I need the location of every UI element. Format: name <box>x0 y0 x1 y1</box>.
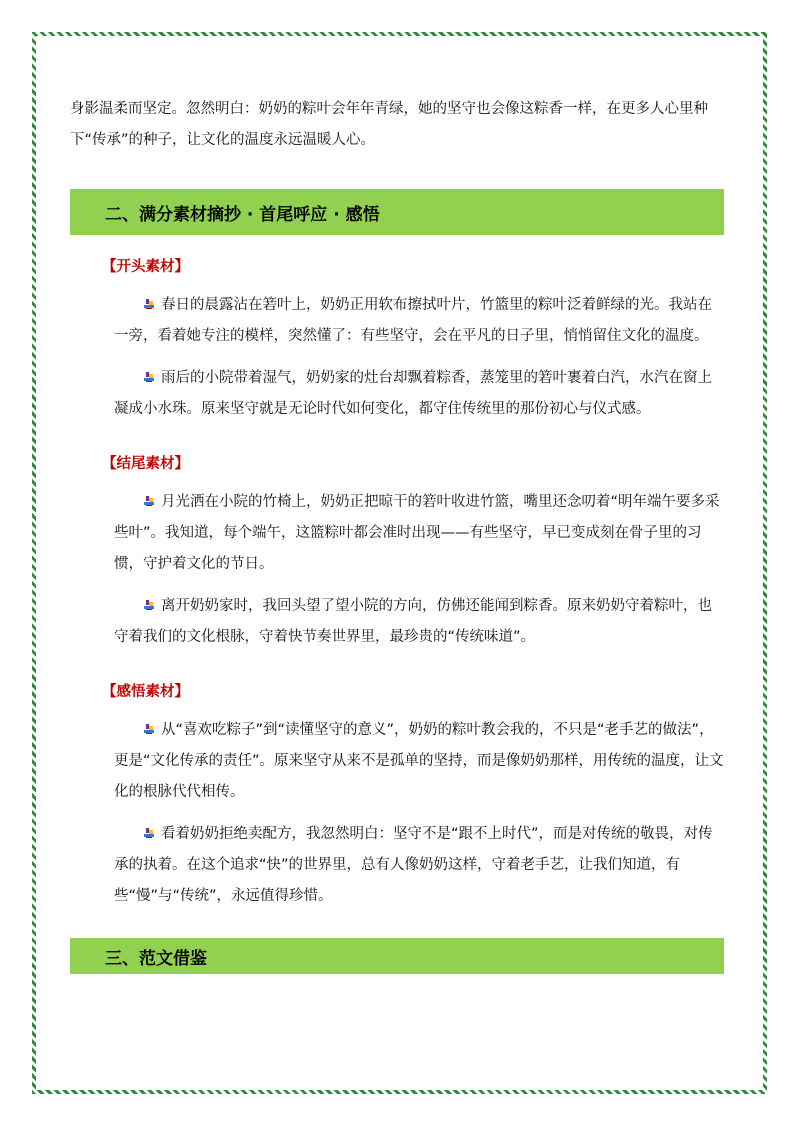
material-item <box>114 290 724 352</box>
material-text: 春日的晨露沾在箬叶上，奶奶正用软布擦拭叶片，竹篮里的粽叶泛着鲜绿的光。我站在一旁，看着她专注的模样，突然懂了：有些坚守，会在平凡的日子里，悄悄留住文化的温度。 <box>114 297 712 344</box>
flag-bullet-icon <box>143 298 155 310</box>
flag-bullet-icon <box>143 599 155 611</box>
flag-bullet-icon <box>143 723 155 735</box>
group-label-insight: 【感悟素材】 <box>102 684 189 700</box>
flag-bullet-icon <box>143 827 155 839</box>
section-heading-2 <box>70 189 724 235</box>
material-item <box>114 363 724 425</box>
section-heading-3 <box>70 938 724 974</box>
group-label-opening: 【开头素材】 <box>102 259 189 275</box>
intro-paragraph: 身影温柔而坚定。忽然明白：奶奶的粽叶会年年青绿，她的坚守也会像这粽香一样，在更多人心里种下“传承”的种子，让文化的温度永远温暖人心。 <box>70 101 708 148</box>
flag-bullet-icon <box>143 371 155 383</box>
material-item <box>114 487 724 580</box>
material-text: 月光洒在小院的竹椅上，奶奶正把晾干的箬叶收进竹篮，嘴里还念叨着“明年端午要多采些叶”。我知道，每个端午，这篮粽叶都会准时出现——有些坚守，早已变成刻在骨子里的习惯，守护着文化的节日。 <box>114 494 720 572</box>
material-text: 离开奶奶家时，我回头望了望小院的方向，仿佛还能闻到粽香。原来奶奶守着粽叶，也守着我们的文化根脉，守着快节奏世界里，最珍贵的“传统味道”。 <box>114 598 712 645</box>
material-text: 雨后的小院带着湿气，奶奶家的灶台却飘着粽香，蒸笼里的箬叶裹着白汽，水汽在窗上凝成小水珠。原来坚守就是无论时代如何变化，都守住传统里的那份初心与仪式感。 <box>114 370 712 417</box>
material-text: 从“喜欢吃粽子”到“读懂坚守的意义”，奶奶的粽叶教会我的，不只是“老手艺的做法”，更是“文化传承的责任”。原来坚守从来不是孤单的坚持，而是像奶奶那样，用传统的温度，让文化的根脉代代相传。 <box>114 722 724 800</box>
flag-bullet-icon <box>143 495 155 507</box>
document-body <box>70 94 724 974</box>
section-title: 二、满分素材摘抄 · 首尾呼应 · 感悟 <box>105 204 380 225</box>
material-text: 看着奶奶拒绝卖配方，我忽然明白：坚守不是“跟不上时代”，而是对传统的敬畏，对传承的执着。在这个追求“快”的世界里，总有人像奶奶这样，守着老手艺，让我们知道，有些“慢”与“传统”，永远值得珍惜。 <box>114 826 713 904</box>
section-title: 三、范文借鉴 <box>105 948 207 969</box>
material-item <box>114 715 724 808</box>
material-item <box>114 819 724 912</box>
material-item <box>114 591 724 653</box>
group-label-ending: 【结尾素材】 <box>102 456 189 472</box>
